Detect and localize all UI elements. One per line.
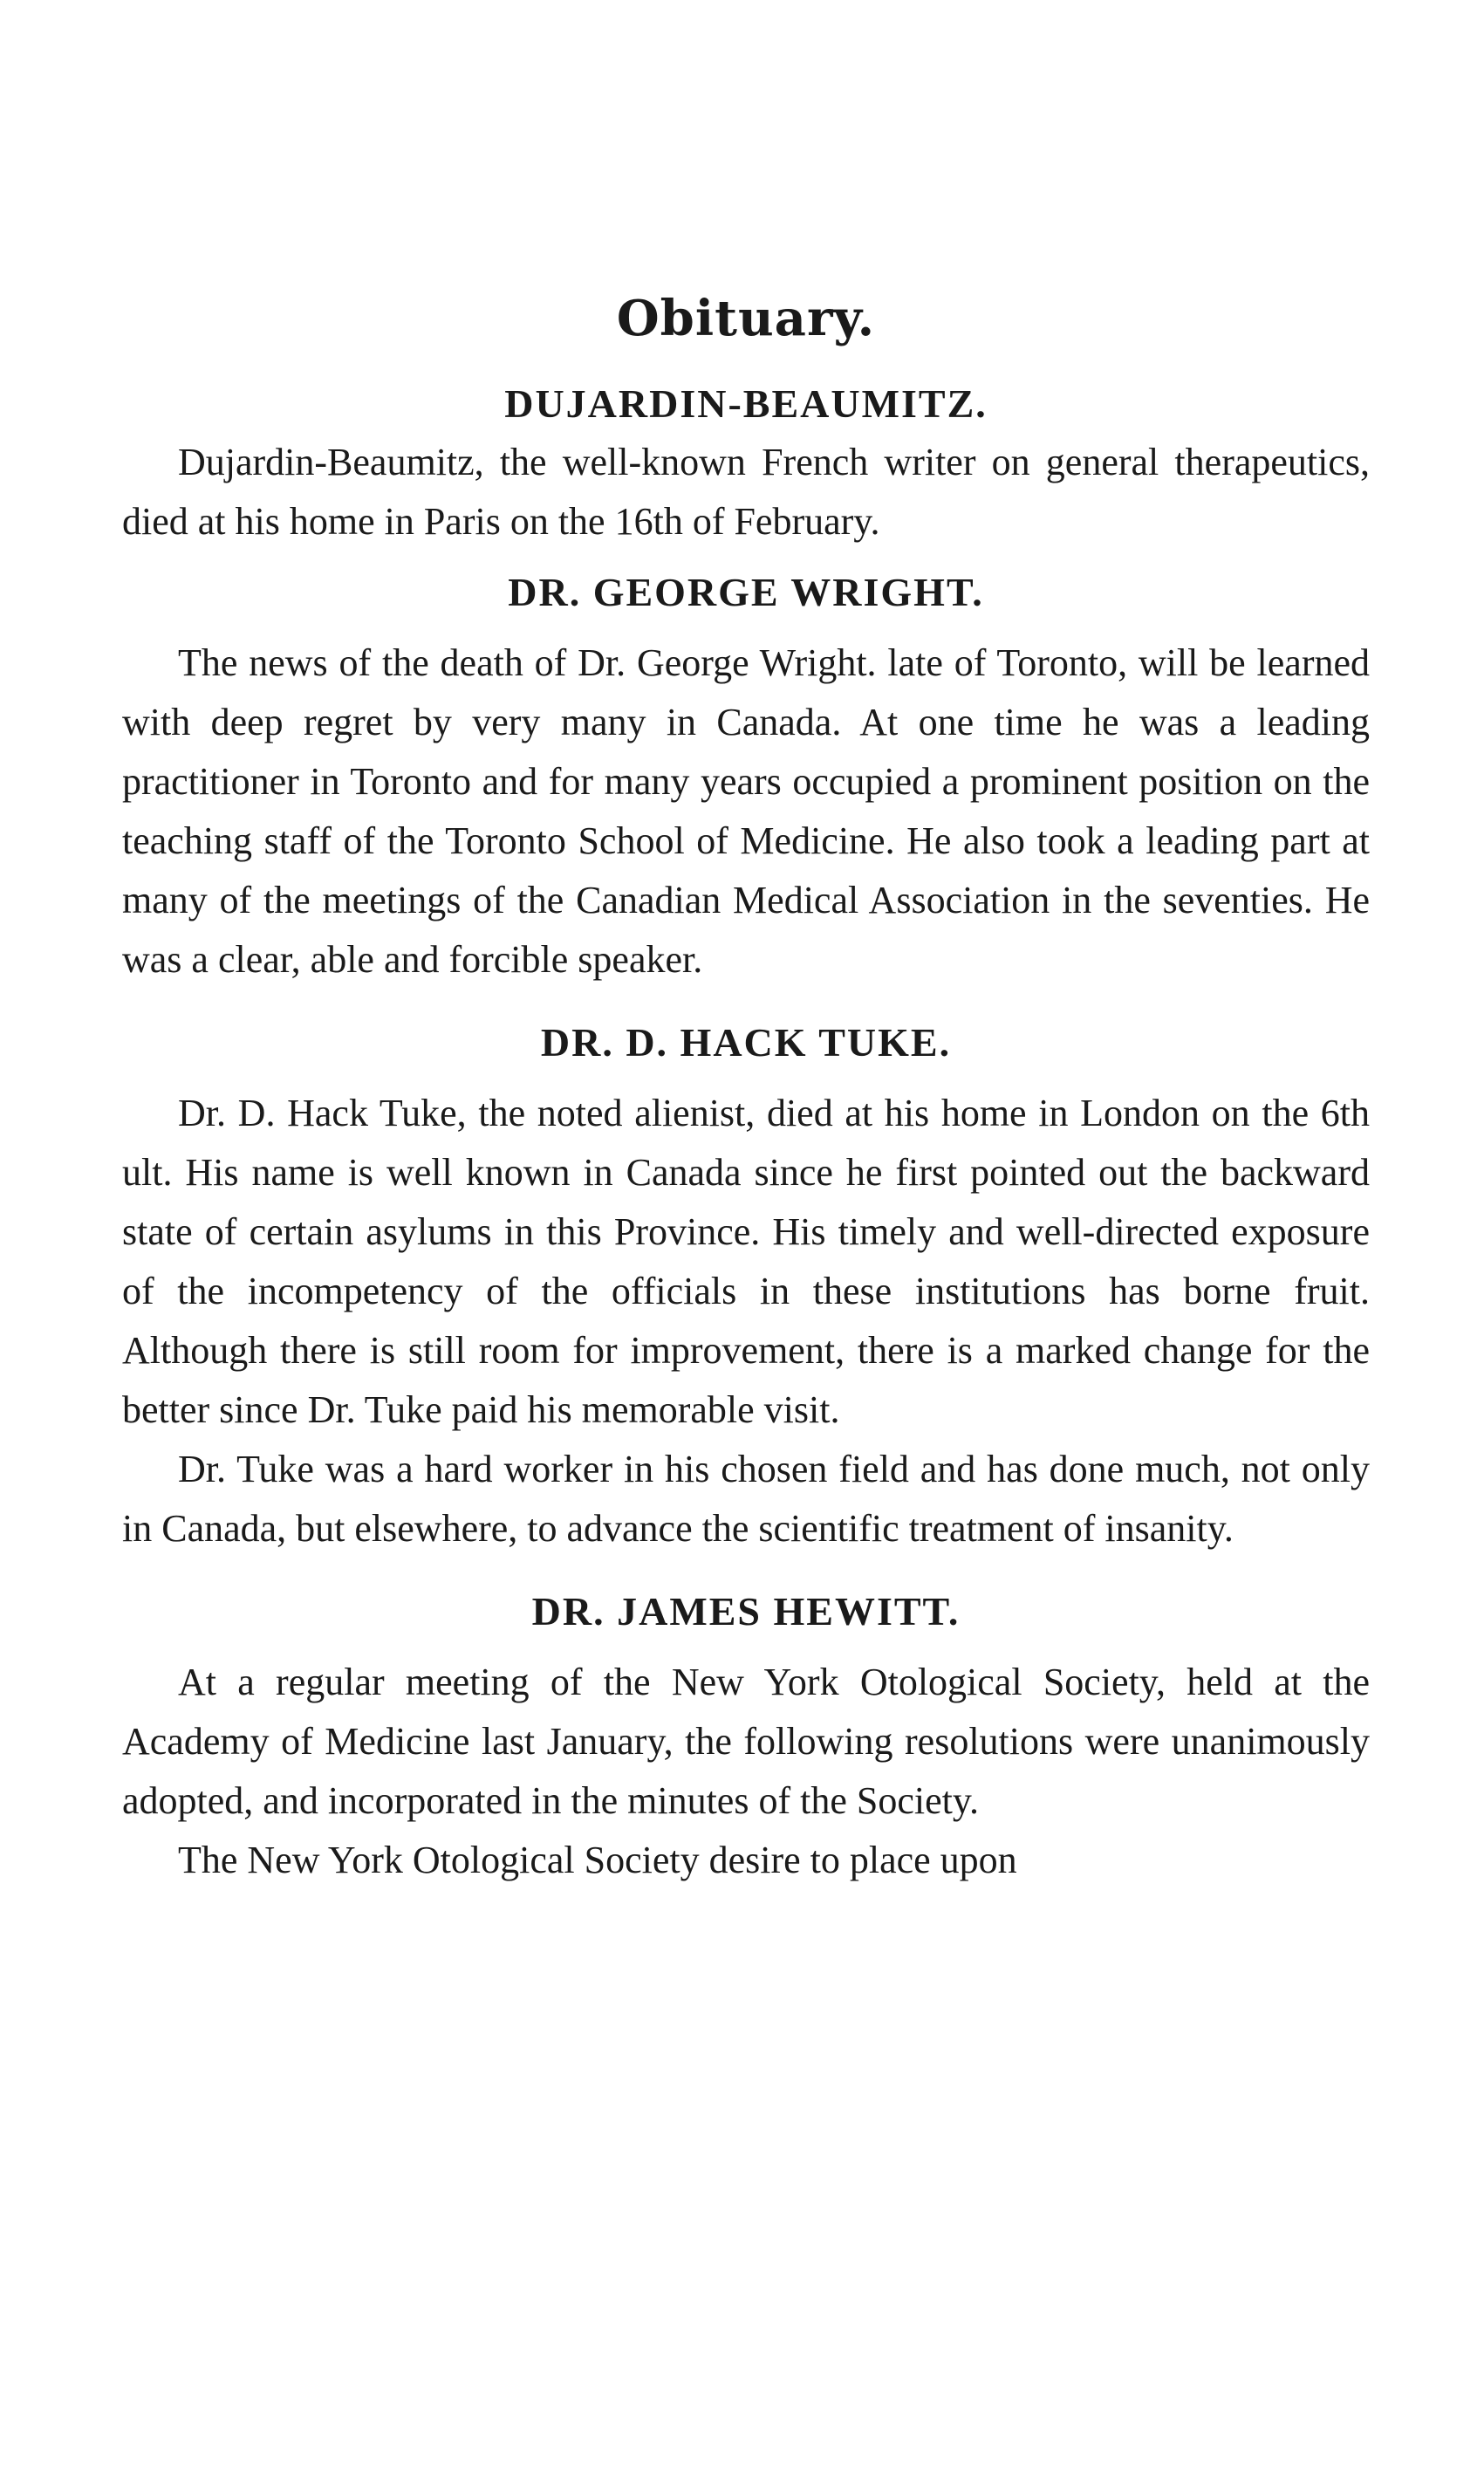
section-title: DR. JAMES HEWITT. — [531, 1589, 961, 1634]
paragraph: At a regular meeting of the New York Otological Society, held at the Academy of Medicine last January, the following resolutions were unanimously adopted, and incorporated in the minutes of the Society. — [122, 1661, 1370, 1822]
section-title: DUJARDIN-BEAUMITZ. — [504, 381, 988, 426]
obituary-james-hewitt — [122, 1583, 1370, 1890]
paragraph: Dr. Tuke was a hard worker in his chosen field and has done much, not only in Canada, but elsewhere, to advance the scientific treatment of insanity. — [122, 1448, 1370, 1550]
paragraph: The New York Otological Society desire to place upon — [178, 1839, 1017, 1881]
section-title: DR. D. HACK TUKE. — [540, 1020, 952, 1065]
paragraph: The news of the death of Dr. George Wright. late of Toronto, will be learned with deep regret by very many in Canada. At one time he was a leading practitioner in Toronto and for many years occupied a prominent position on the teaching staff of the Toronto School of Medicine. He also took a leading part at many of the meetings of the Canadian Medical Association in the seventies. He was a clear, able and forcible speaker. — [122, 641, 1370, 981]
obituary-george-wright — [122, 564, 1370, 990]
page-heading: Obituary. — [616, 290, 876, 347]
obituary-dujardin-beaumitz — [122, 375, 1370, 551]
obituary-hack-tuke — [122, 1014, 1370, 1558]
section-title: DR. GEORGE WRIGHT. — [508, 570, 984, 614]
page — [122, 279, 1370, 1890]
paragraph: Dujardin-Beaumitz, the well-known French writer on general therapeutics, died at his home in Paris on the 16th of February. — [122, 441, 1370, 543]
paragraph: Dr. D. Hack Tuke, the noted alienist, died at his home in London on the 6th ult. His name is well known in Canada since he first pointed out the backward state of certain asylums in this Province. His timely and well-directed exposure of the incompetency of the officials in these institutions has borne fruit. Although there is still room for improvement, there is a marked change for the better since Dr. Tuke paid his memorable visit. — [122, 1092, 1370, 1431]
